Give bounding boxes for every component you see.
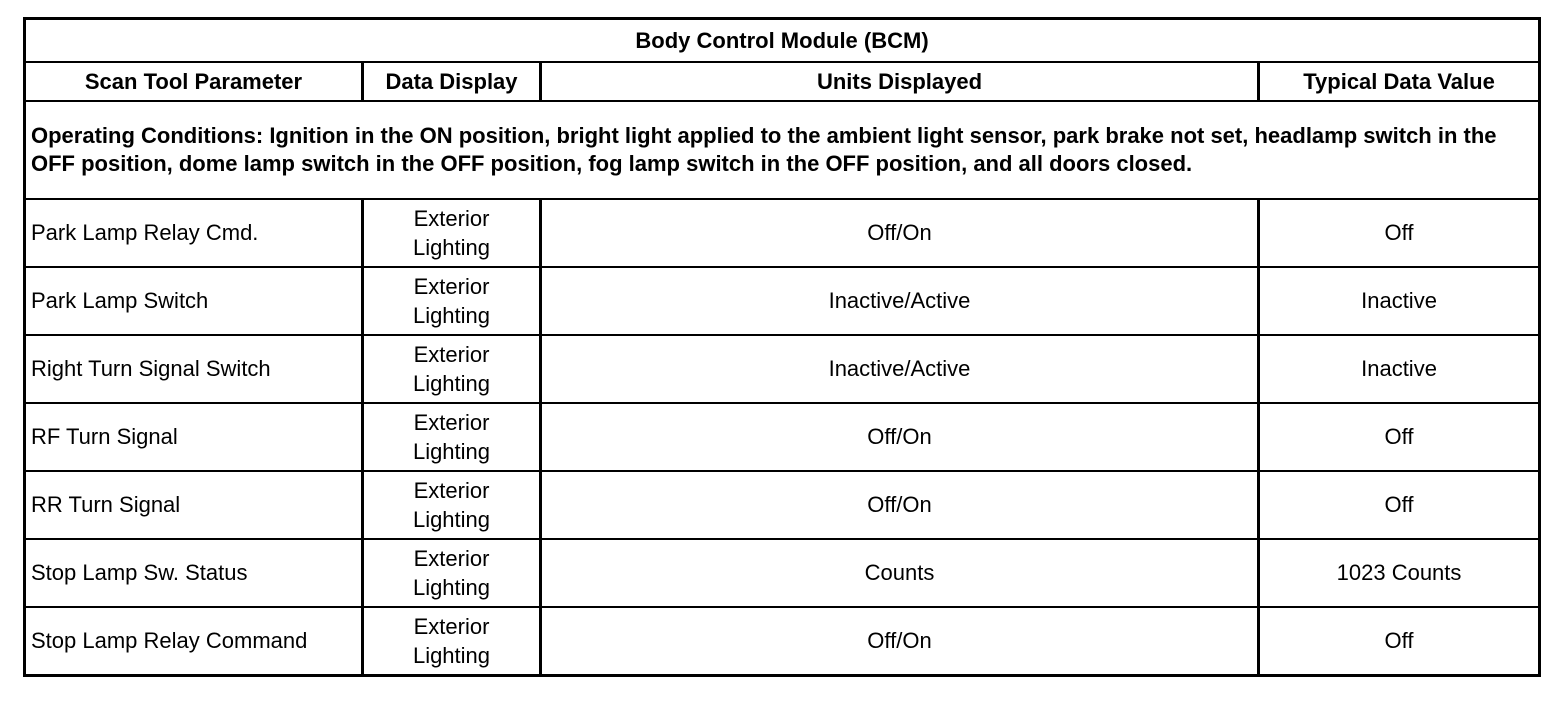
table-title: Body Control Module (BCM) <box>25 19 1540 63</box>
typical-value-cell: 1023 Counts <box>1259 539 1540 607</box>
data-display-line1: Exterior <box>413 274 490 299</box>
parameter-cell: Stop Lamp Sw. Status <box>25 539 363 607</box>
data-display-line2: Lighting <box>412 643 491 668</box>
header-units-displayed: Units Displayed <box>541 62 1259 101</box>
table-row <box>25 335 1540 403</box>
header-scan-tool-parameter: Scan Tool Parameter <box>25 62 363 101</box>
data-display-line2: Lighting <box>412 507 491 532</box>
operating-conditions: Operating Conditions: Ignition in the ON position, bright light applied to the ambient light sensor, park brake not set, headlamp switch in the OFF position, dome lamp switch in the OFF position, fog lamp switch in the OFF position, and all doors closed. <box>25 101 1540 199</box>
data-display-line2: Lighting <box>412 235 491 260</box>
data-display-line2: Lighting <box>412 439 491 464</box>
parameter-cell: RR Turn Signal <box>25 471 363 539</box>
data-display-line2: Lighting <box>412 575 491 600</box>
table-row <box>25 267 1540 335</box>
typical-value-cell: Off <box>1259 607 1540 676</box>
data-display-line1: Exterior <box>413 410 490 435</box>
table-header-row <box>25 62 1540 101</box>
data-display-line1: Exterior <box>413 546 490 571</box>
table-row <box>25 539 1540 607</box>
table-row <box>25 403 1540 471</box>
data-display-cell <box>363 335 541 403</box>
data-display-line1: Exterior <box>413 614 490 639</box>
units-cell: Off/On <box>541 199 1259 267</box>
parameter-cell: Park Lamp Switch <box>25 267 363 335</box>
typical-value-cell: Inactive <box>1259 267 1540 335</box>
data-display-line1: Exterior <box>413 206 490 231</box>
data-display-cell <box>363 471 541 539</box>
parameter-cell: Right Turn Signal Switch <box>25 335 363 403</box>
table-row <box>25 607 1540 676</box>
table-row <box>25 199 1540 267</box>
typical-value-cell: Off <box>1259 471 1540 539</box>
bcm-data-table <box>23 17 1541 677</box>
data-display-cell <box>363 199 541 267</box>
data-display-line2: Lighting <box>412 303 491 328</box>
data-display-cell <box>363 539 541 607</box>
data-display-cell <box>363 267 541 335</box>
parameter-cell: RF Turn Signal <box>25 403 363 471</box>
table-title-row <box>25 19 1540 63</box>
data-display-line2: Lighting <box>412 371 491 396</box>
typical-value-cell: Off <box>1259 199 1540 267</box>
units-cell: Off/On <box>541 403 1259 471</box>
parameter-cell: Park Lamp Relay Cmd. <box>25 199 363 267</box>
operating-conditions-row <box>25 101 1540 199</box>
typical-value-cell: Off <box>1259 403 1540 471</box>
table-row <box>25 471 1540 539</box>
data-display-line1: Exterior <box>413 342 490 367</box>
data-display-cell <box>363 607 541 676</box>
units-cell: Off/On <box>541 471 1259 539</box>
units-cell: Off/On <box>541 607 1259 676</box>
header-typical-data-value: Typical Data Value <box>1259 62 1540 101</box>
units-cell: Inactive/Active <box>541 335 1259 403</box>
parameter-cell: Stop Lamp Relay Command <box>25 607 363 676</box>
data-display-cell <box>363 403 541 471</box>
header-data-display: Data Display <box>363 62 541 101</box>
data-display-line1: Exterior <box>413 478 490 503</box>
units-cell: Inactive/Active <box>541 267 1259 335</box>
typical-value-cell: Inactive <box>1259 335 1540 403</box>
units-cell: Counts <box>541 539 1259 607</box>
